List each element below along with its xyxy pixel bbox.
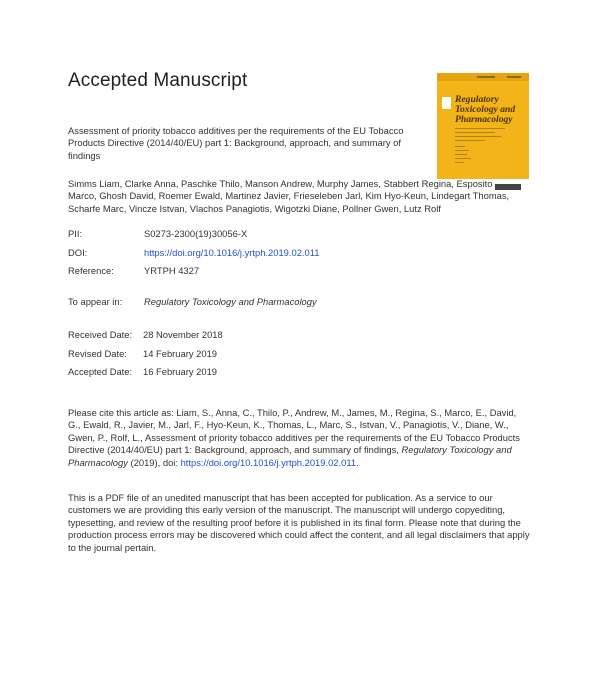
citation-paragraph <box>68 407 530 469</box>
doi-label: DOI: <box>68 247 88 258</box>
reference-label: Reference: <box>68 265 114 276</box>
revised-label: Revised Date: <box>68 348 127 359</box>
citation-text: Please cite this article as: Liam, S., Anna, C., Thilo, P., Andrew, M., James, M., Regina, S., Marco, E., David, G., Ewald, R., Javier, M., Jarl, F., Hyo-Keun, K., Thomas, L., Marc, S., Istvan, V., Panagiotis, V., Diane, W., Gwen, P., Rolf, L., Assessment of priority tobacco additives per the requirements of the EU Tobacco Products Directive (2014/40/EU) part 1: Background, approach, and summary of findings, <box>68 407 520 456</box>
received-label: Received Date: <box>68 329 133 340</box>
article-title: Assessment of priority tobacco additives per the requirements of the EU Tobacco Products Directive (2014/40/EU) part 1: Background, approach, and summary of findings <box>68 125 404 161</box>
doi-link[interactable]: https://doi.org/10.1016/j.yrtph.2019.02.011 <box>144 247 320 258</box>
citation-end: . <box>356 456 359 468</box>
cover-journal-title: Regulatory Toxicology and Pharmacology <box>455 94 516 125</box>
reference-value: YRTPH 4327 <box>144 265 200 276</box>
manuscript-notice: This is a PDF file of an unedited manuscript that has been accepted for publication. As a service to our customers we are providing this early version of the manuscript. The manuscript will undergo copyediting, typesetting, and review of the resulting proof before it is published in its final form. Please note that during the production process errors may be discovered which could affect the content, and all legal disclaimers that apply to the journal pertain. <box>68 492 530 553</box>
accepted-value: 16 February 2019 <box>143 366 218 377</box>
cover-publisher-logo <box>442 97 451 109</box>
appear-in-journal: Regulatory Toxicology and Pharmacology <box>144 296 317 307</box>
appear-in-label: To appear in: <box>68 296 123 307</box>
cover-top-bar <box>437 73 529 81</box>
citation-journal: Regulatory Toxicology and Pharmacology <box>68 444 512 468</box>
citation-year-doi: (2019), doi: <box>127 456 181 468</box>
journal-cover-image <box>437 73 529 195</box>
article-authors: Simms Liam, Clarke Anna, Paschke Thilo, Manson Andrew, Murphy James, Stabbert Regina, Esposito Marco, Ghosh David, Roemer Ewald, Martinez Javier, Frieseleben Jarl, Kim Hyo-Keun, Lindegart Thomas, Scharfe Marc, Vincze Istvan, Vlachos Panagiotis, Wigotzki Diane, Pollner Gwen, Lutz Rolf <box>68 178 510 214</box>
pii-value: S0273-2300(19)30056-X <box>144 228 248 239</box>
received-value: 28 November 2018 <box>143 329 223 340</box>
pii-label: PII: <box>68 228 83 239</box>
accepted-label: Accepted Date: <box>68 366 133 377</box>
citation-doi-link[interactable]: https://doi.org/10.1016/j.yrtph.2019.02.011 <box>180 456 357 468</box>
page-title: Accepted Manuscript <box>68 70 248 91</box>
revised-value: 14 February 2019 <box>143 348 218 359</box>
